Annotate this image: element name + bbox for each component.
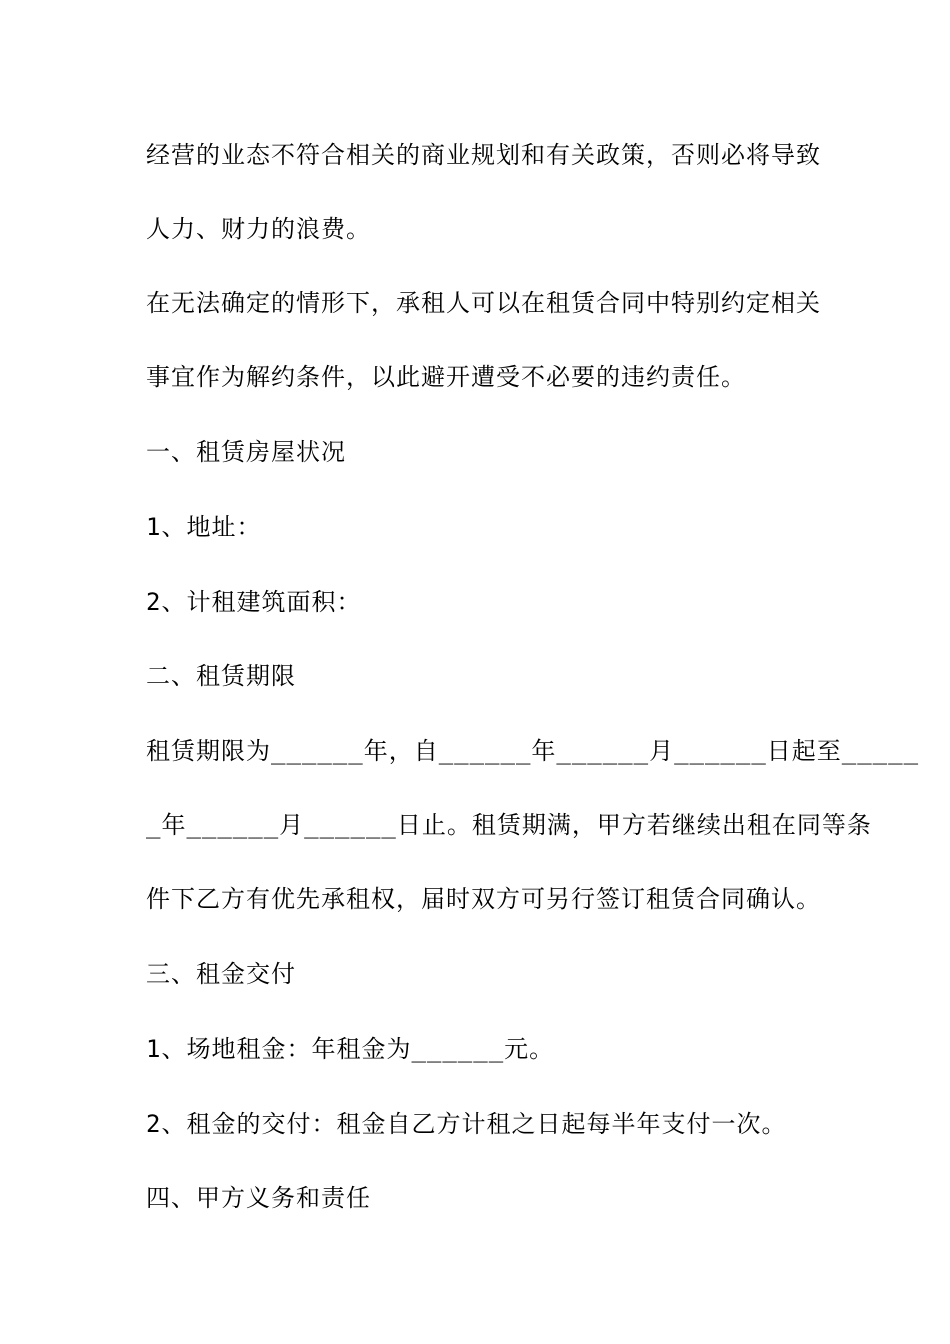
paragraph-line: 租赁期限为______年，自______年______月______日起至_____ — [146, 737, 920, 765]
list-item: 2、租金的交付：租金自乙方计租之日起每半年支付一次。 — [146, 1110, 787, 1138]
paragraph-line: 件下乙方有优先承租权，届时双方可另行签订租赁合同确认。 — [146, 885, 821, 913]
paragraph-line: 在无法确定的情形下，承租人可以在租赁合同中特别约定相关 — [146, 289, 821, 317]
list-item: 1、场地租金：年租金为______元。 — [146, 1035, 555, 1063]
list-item: 2、计租建筑面积： — [146, 588, 362, 616]
paragraph-line: _年______月______日止。租赁期满，甲方若继续出租在同等条 — [146, 811, 872, 839]
section-heading: 二、租赁期限 — [146, 662, 296, 690]
paragraph-line: 经营的业态不符合相关的商业规划和有关政策，否则必将导致 — [146, 141, 821, 169]
section-heading: 三、租金交付 — [146, 960, 296, 988]
section-heading: 一、租赁房屋状况 — [146, 438, 346, 466]
paragraph-line: 事宜作为解约条件，以此避开遭受不必要的违约责任。 — [146, 363, 746, 391]
list-item: 1、地址： — [146, 513, 262, 541]
section-heading: 四、甲方义务和责任 — [146, 1184, 371, 1212]
paragraph-line: 人力、财力的浪费。 — [146, 215, 371, 243]
